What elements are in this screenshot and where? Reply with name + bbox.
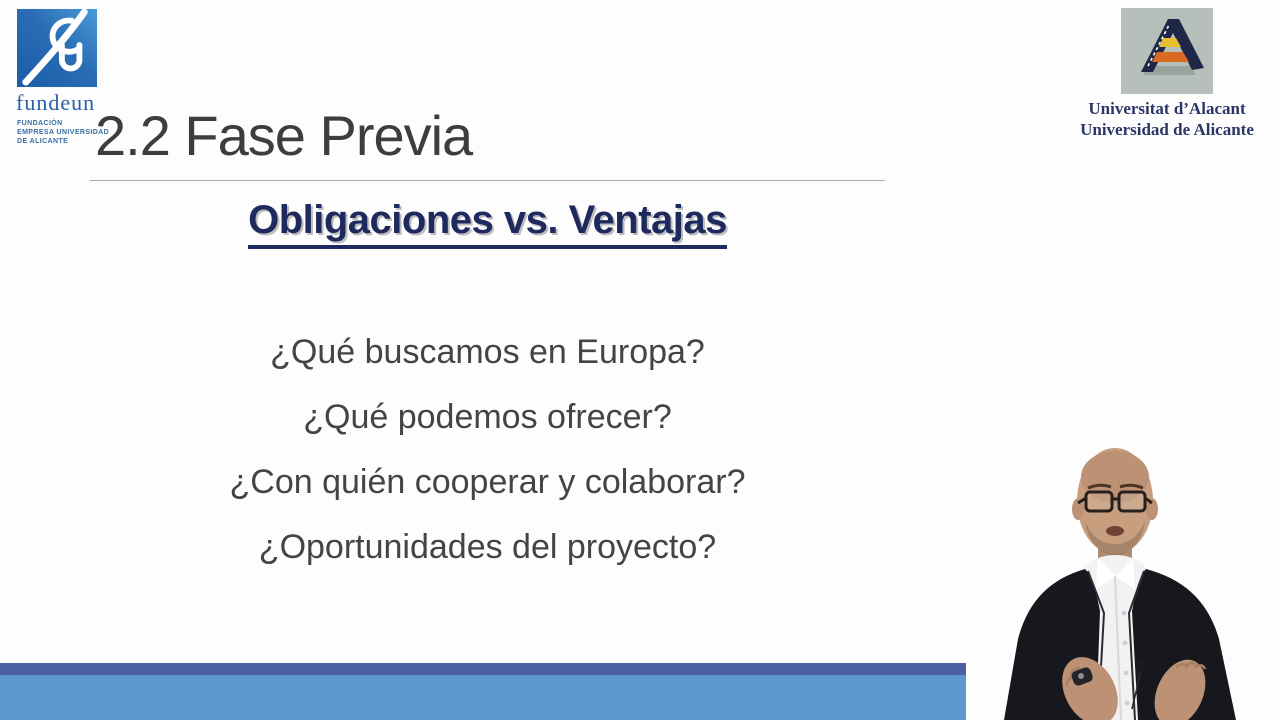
- question-item: ¿Oportunidades del proyecto?: [258, 528, 717, 566]
- university-logo-icon: [1121, 8, 1213, 94]
- fundeun-tagline-line3: DE ALICANTE: [17, 138, 69, 145]
- fundeun-wordmark: fundeun: [16, 90, 96, 115]
- fundeun-tagline-line1: FUNDACIÓN: [17, 120, 63, 127]
- question-item: ¿Con quién cooperar y colaborar?: [229, 463, 746, 501]
- slide-subtitle: Obligaciones vs. Ventajas: [248, 198, 727, 249]
- university-name-spanish: Universidad de Alicante: [1080, 120, 1254, 139]
- fundeun-logo-icon: [16, 8, 98, 88]
- question-list: [90, 320, 885, 580]
- footer-bar: [0, 663, 966, 720]
- question-item: ¿Qué buscamos en Europa?: [270, 333, 705, 371]
- slide-title: 2.2 Fase Previa: [95, 104, 473, 167]
- presenter-figure: [988, 443, 1280, 720]
- university-name-valencian: Universitat d’Alacant: [1088, 99, 1246, 118]
- footer-bar-dark-strip: [0, 663, 966, 675]
- fundeun-tagline-line2: EMPRESA UNIVERSIDAD: [17, 129, 110, 136]
- presenter-video: [988, 443, 1280, 720]
- title-separator-line: [90, 180, 885, 181]
- university-logo: [1072, 8, 1262, 140]
- question-item: ¿Qué podemos ofrecer?: [303, 398, 672, 436]
- footer-bar-light-strip: [0, 675, 966, 720]
